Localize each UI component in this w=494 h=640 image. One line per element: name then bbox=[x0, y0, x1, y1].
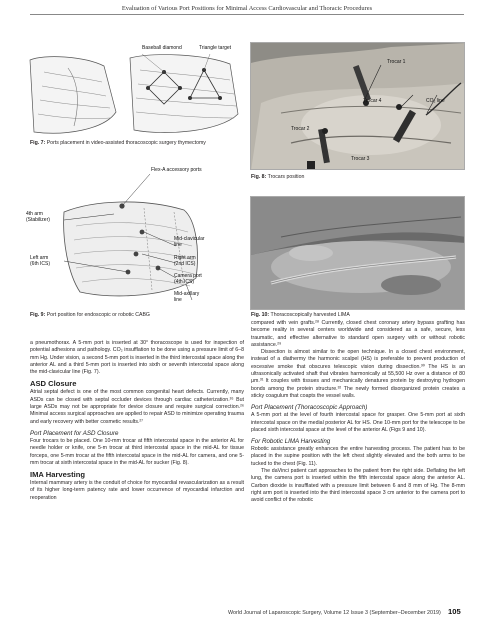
figure-8 bbox=[250, 42, 465, 170]
fig9-label-flex-arm: Flex-A accessory ports bbox=[151, 167, 202, 173]
footer-journal: World Journal of Laparoscopic Surgery, Volume 12 Issue 3 (September–December 2019) bbox=[228, 610, 441, 616]
fig9-caption-text: Port position for endoscopic or robotic CABG bbox=[45, 312, 150, 318]
fig9-label-mid-clavicular: Mid-clavicular bbox=[174, 236, 205, 242]
fig9-label-right-arm: Right arm bbox=[174, 255, 196, 261]
fig8-label-co2: CO₂ line bbox=[426, 98, 445, 104]
fig9-illustration bbox=[24, 160, 248, 310]
right-paragraph-2: Dissection is almost similar to the open technique. In a closed chest environment, instead of a diathermy the harmonic scalpel (HS) is preferable to prevent production of excessive smoke that obscures telescopic vision during dissection.³⁰ The HS is an ultrasonically activated shaft that vibrates harmonically at 55,500 Hz over a distance of 80 μm.³¹ It couples with tissues and mechanically denatures protein by destroying hydrogen bonds among the protein structure.³² The newly formed disorganized protein creates a sticky coagulum that coapts the vessel walls. bbox=[251, 349, 465, 399]
fig9-label-stabilizer: (Stabilizer) bbox=[26, 217, 50, 223]
fig9-label-right-arm-ics: (2nd ICS) bbox=[174, 261, 196, 267]
fig9-label-left-arm: Left arm bbox=[30, 255, 49, 261]
right-paragraph-3: A 5-mm port at the level of fourth intercostal space for grasper. One 5-mm port at sixth intercostal space on the medial posterior AL for HS. One 10-mm port for the telescope to be placed sixth intercostal space at the level of the anterior AL (Figs 9 and 10). bbox=[251, 412, 465, 433]
heading-port-placement-thoracoscopic: Port Placement (Thoracoscopic Approach) bbox=[251, 404, 368, 412]
left-paragraph-2: Atrial septal defect is one of the most common congenital heart defects. Currently, many ASDs can be closed with septal occluder devices through cardiac catheterization.²⁶ But large ASDs may not be appropriate for device closure and require surgical correction.²⁶ Minimal access surgical approaches are applied to repair ASD to minimize operating trauma and early recovery with better cosmetic results.²⁷ bbox=[30, 389, 244, 425]
running-header: Evaluation of Various Port Positions for Minimal Access Cardiovascular and Thoracic Procedures bbox=[121, 5, 373, 12]
heading-asd-closure: ASD Closure bbox=[30, 379, 77, 389]
right-column bbox=[251, 320, 465, 505]
fig7-caption bbox=[30, 140, 245, 147]
fig9-label-mid-clavicular-line: line bbox=[174, 242, 182, 248]
fig8-photo bbox=[251, 43, 465, 170]
fig7-label-baseball: Baseball diamond bbox=[142, 45, 182, 51]
fig9-label-mid-axillary: Mid-axillary bbox=[174, 291, 200, 297]
fig8-label-trocar1: Trocar 1 bbox=[387, 59, 406, 65]
fig10-caption-text: Thoracoscopically harvested LIMA bbox=[269, 312, 350, 318]
left-paragraph-4: Internal mammary artery is the conduit of choice for myocardial revascularization as a result of its higher long-term patency rate and lower occurrence of myocardial infarction and reoperation bbox=[30, 480, 244, 501]
fig10-photo bbox=[251, 197, 465, 310]
fig7-label-triangle: Triangle target bbox=[199, 45, 232, 51]
page-number: 105 bbox=[448, 607, 461, 616]
fig8-label-trocar4: Trocar 4 bbox=[363, 98, 382, 104]
fig9-label-left-arm-ics: (6th ICS) bbox=[30, 261, 51, 267]
fig8-caption-text: Trocars position bbox=[266, 174, 305, 180]
left-paragraph-3: Four trocars to be placed. One 10-mm trocar at fifth intercostal space in the anterior AL for needle holder or knife, one 5-m trocar at third intercostal space in the mid-AL for tissue forceps, one 5-mm trocar at the fifth intercostal space in the mid-AL for camera, and one 5-mm trocar at sixth intercostal space in the mid-AL for sucker (Fig. 8). bbox=[30, 437, 244, 466]
heading-port-placement-asd: Port Placement for ASD Closure bbox=[30, 429, 119, 437]
fig7-caption-label: Fig. 7: bbox=[30, 140, 46, 146]
figure-7 bbox=[24, 42, 232, 137]
figure-9 bbox=[24, 160, 248, 310]
figure-10 bbox=[250, 196, 465, 310]
fig8-caption bbox=[251, 174, 465, 181]
fig9-caption-label: Fig. 9: bbox=[30, 312, 46, 318]
fig9-label-camera-port: Camera port bbox=[174, 273, 202, 279]
right-paragraph-1: compared with vein grafts.²⁸ Currently, closed chest coronary artery bypass grafting has become reality in several centers worldwide and considered as a safe, secure, less traumatic, and effective alternative to standard open surgery with or without robotic assistance.²⁹ bbox=[251, 320, 465, 348]
fig8-label-trocar2: Trocar 2 bbox=[291, 126, 310, 132]
heading-ima-harvesting: IMA Harvesting bbox=[30, 470, 85, 480]
fig9-caption bbox=[30, 312, 245, 319]
fig9-label-camera-ics: (4th ICS) bbox=[174, 279, 195, 285]
right-paragraph-5: The daVinci patient cart approaches to the patient from the right side. Deflating the left lung, the camera port is inserted within the fifth intercostal space along the anterior AL. Carbon dioxide is insufflated with a pressure limit between 6 and 8 mm of Hg. The 8-mm right arm port is inserted into the third intercostal space 3 cm anterior to the camera port to avoid conflict of the robotic bbox=[251, 468, 465, 504]
fig9-label-fourth-arm: 4th arm bbox=[26, 211, 43, 217]
fig8-label-trocar3: Trocar 3 bbox=[351, 156, 370, 162]
fig10-caption-label: Fig. 10: bbox=[251, 312, 270, 318]
header-rule bbox=[30, 14, 464, 15]
fig10-caption bbox=[251, 312, 465, 319]
fig8-caption-label: Fig. 8: bbox=[251, 174, 267, 180]
right-paragraph-4: Robotic assistance greatly enhances the entire harvesting process. The patient has to be placed in the supine position with the left chest slightly elevated and the both arms to be tucked to the chest (Fig. 11). bbox=[251, 446, 465, 467]
fig7-caption-text: Ports placement in video-assisted thoracoscopic surgery thymectomy bbox=[45, 140, 206, 146]
fig9-label-mid-axillary-line: line bbox=[174, 297, 182, 303]
left-column bbox=[30, 340, 244, 502]
left-paragraph-1: a pneumothorax. A 5-mm port is inserted at 30° thoracoscope is used for inspection of potential adhesions and pathology. CO₂ insufflation to be done using a pressure limit of 6–8 mm Hg. Under vision, a second 5-mm port is inserted in the third intercostal space along the anterior AL and a third 5-mm port is inserted into sixth or seventh intercostal space along the mid-clavicular line (Fig. 7). bbox=[30, 340, 244, 376]
fig7-illustration bbox=[24, 52, 274, 140]
heading-robotic-lima: For Robotic LIMA Harvesting bbox=[251, 438, 331, 446]
